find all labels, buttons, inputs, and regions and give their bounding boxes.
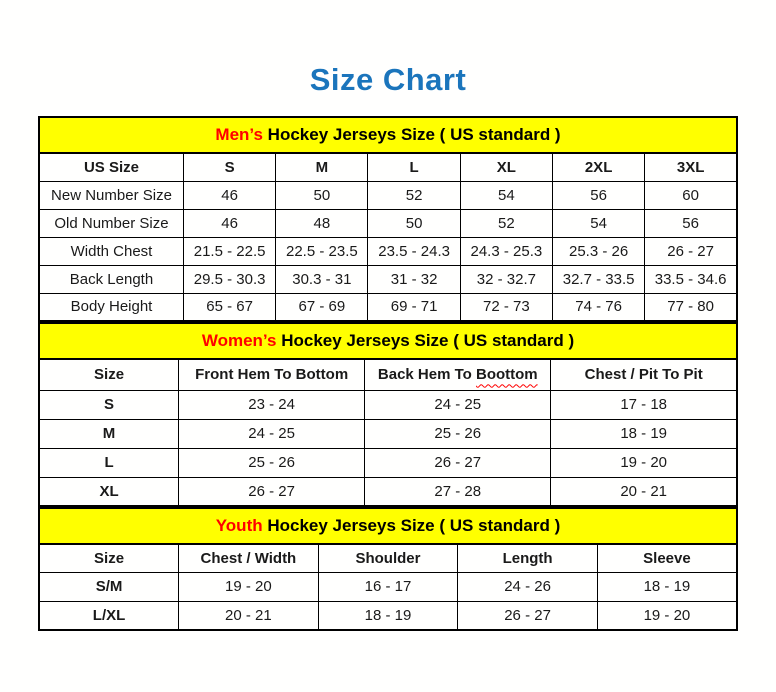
column-header-chest-pit-to-pit: Chest / Pit To Pit <box>551 359 737 390</box>
data-cell: 22.5 - 23.5 <box>276 237 368 265</box>
data-cell: 46 <box>183 181 275 209</box>
column-header-sleeve: Sleeve <box>597 544 737 572</box>
table-row-back-length <box>39 265 737 293</box>
table-row-new-number-size <box>39 181 737 209</box>
data-cell: 27 - 28 <box>365 477 551 506</box>
data-cell: 18 - 19 <box>318 601 458 630</box>
row-label: New Number Size <box>39 181 183 209</box>
youth-band-highlight: Youth <box>215 516 263 535</box>
mens-size-table <box>38 152 738 322</box>
data-cell: 25.3 - 26 <box>552 237 644 265</box>
data-cell: 69 - 71 <box>368 293 460 321</box>
row-label: S <box>39 390 179 419</box>
data-cell: 26 - 27 <box>645 237 737 265</box>
data-cell: 56 <box>552 181 644 209</box>
data-cell: 18 - 19 <box>551 419 737 448</box>
column-header-3xl: 3XL <box>645 153 737 181</box>
data-cell: 29.5 - 30.3 <box>183 265 275 293</box>
data-cell: 19 - 20 <box>597 601 737 630</box>
table-row-width-chest <box>39 237 737 265</box>
table-row-old-number-size <box>39 209 737 237</box>
row-label: Width Chest <box>39 237 183 265</box>
womens-band-highlight: Women’s <box>201 331 277 350</box>
data-cell: 65 - 67 <box>183 293 275 321</box>
data-cell: 72 - 73 <box>460 293 552 321</box>
mens-band-highlight: Men’s <box>215 125 263 144</box>
table-row-s <box>39 390 737 419</box>
data-cell: 31 - 32 <box>368 265 460 293</box>
column-header-xl: XL <box>460 153 552 181</box>
data-cell: 77 - 80 <box>645 293 737 321</box>
header-row <box>39 153 737 181</box>
data-cell: 20 - 21 <box>551 477 737 506</box>
column-header-length: Length <box>458 544 598 572</box>
row-label: L/XL <box>39 601 179 630</box>
data-cell: 48 <box>276 209 368 237</box>
table-row-l <box>39 448 737 477</box>
data-cell: 24 - 26 <box>458 572 598 601</box>
column-header-size: Size <box>39 544 179 572</box>
data-cell: 60 <box>645 181 737 209</box>
misspelled-word: Boottom <box>476 366 538 384</box>
data-cell: 19 - 20 <box>551 448 737 477</box>
youth-table-header <box>39 544 737 572</box>
data-cell: 20 - 21 <box>179 601 319 630</box>
data-cell: 32 - 32.7 <box>460 265 552 293</box>
data-cell: 24 - 25 <box>179 419 365 448</box>
data-cell: 23 - 24 <box>179 390 365 419</box>
data-cell: 52 <box>368 181 460 209</box>
page-title: Size Chart <box>309 62 467 97</box>
youth-table-body <box>39 572 737 630</box>
data-cell: 19 - 20 <box>179 572 319 601</box>
data-cell: 23.5 - 24.3 <box>368 237 460 265</box>
row-label: L <box>39 448 179 477</box>
data-cell: 67 - 69 <box>276 293 368 321</box>
row-label: Back Length <box>39 265 183 293</box>
data-cell: 24.3 - 25.3 <box>460 237 552 265</box>
column-header-s: S <box>183 153 275 181</box>
column-header-2xl: 2XL <box>552 153 644 181</box>
data-cell: 26 - 27 <box>365 448 551 477</box>
data-cell: 74 - 76 <box>552 293 644 321</box>
column-header-l: L <box>368 153 460 181</box>
table-row-m <box>39 419 737 448</box>
mens-table-body <box>39 181 737 321</box>
data-cell: 54 <box>552 209 644 237</box>
womens-size-table <box>38 358 738 507</box>
mens-section-band <box>38 116 738 152</box>
data-cell: 21.5 - 22.5 <box>183 237 275 265</box>
table-row-l-xl <box>39 601 737 630</box>
data-cell: 25 - 26 <box>365 419 551 448</box>
data-cell: 32.7 - 33.5 <box>552 265 644 293</box>
data-cell: 50 <box>368 209 460 237</box>
youth-section-band <box>38 507 738 543</box>
womens-table-body <box>39 390 737 506</box>
data-cell: 26 - 27 <box>458 601 598 630</box>
data-cell: 17 - 18 <box>551 390 737 419</box>
column-header-shoulder: Shoulder <box>318 544 458 572</box>
column-header-chest-width: Chest / Width <box>179 544 319 572</box>
data-cell: 52 <box>460 209 552 237</box>
column-header-front-hem-to-bottom: Front Hem To Bottom <box>179 359 365 390</box>
womens-section-band <box>38 322 738 358</box>
data-cell: 54 <box>460 181 552 209</box>
data-cell: 16 - 17 <box>318 572 458 601</box>
data-cell: 25 - 26 <box>179 448 365 477</box>
row-label: M <box>39 419 179 448</box>
womens-band-text: Hockey Jerseys Size ( US standard ) <box>276 331 575 350</box>
data-cell: 18 - 19 <box>597 572 737 601</box>
mens-band-text: Hockey Jerseys Size ( US standard ) <box>262 125 561 144</box>
data-cell: 46 <box>183 209 275 237</box>
data-cell: 50 <box>276 181 368 209</box>
row-label: Old Number Size <box>39 209 183 237</box>
womens-size-section <box>38 322 738 507</box>
row-label: XL <box>39 477 179 506</box>
youth-size-section <box>38 507 738 631</box>
header-row <box>39 544 737 572</box>
column-header-back-hem-to-boottom: Back Hem To Boottom <box>365 359 551 390</box>
column-header-us-size: US Size <box>39 153 183 181</box>
data-cell: 30.3 - 31 <box>276 265 368 293</box>
header-row <box>39 359 737 390</box>
womens-table-header <box>39 359 737 390</box>
row-label: S/M <box>39 572 179 601</box>
data-cell: 26 - 27 <box>179 477 365 506</box>
youth-band-text: Hockey Jerseys Size ( US standard ) <box>262 516 561 535</box>
column-header-m: M <box>276 153 368 181</box>
row-label: Body Height <box>39 293 183 321</box>
data-cell: 56 <box>645 209 737 237</box>
size-chart-tables <box>38 116 738 631</box>
youth-size-table <box>38 543 738 631</box>
mens-table-header <box>39 153 737 181</box>
table-row-xl <box>39 477 737 506</box>
mens-size-section <box>38 116 738 322</box>
data-cell: 33.5 - 34.6 <box>645 265 737 293</box>
column-header-size: Size <box>39 359 179 390</box>
table-row-s-m <box>39 572 737 601</box>
table-row-body-height <box>39 293 737 321</box>
data-cell: 24 - 25 <box>365 390 551 419</box>
